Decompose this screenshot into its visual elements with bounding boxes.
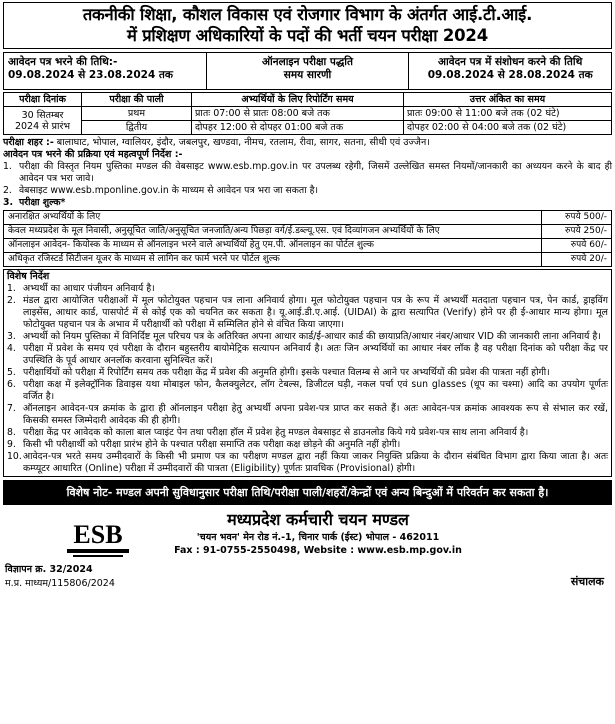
- instruction-item: [7, 427, 608, 439]
- org-address: 'चयन भवन' मेन रोड नं.-1, चिनार पार्क (ईस्ट) भोपाल - 462011: [196, 532, 440, 543]
- fee-label: ऑनलाइन आवेदन- कियोस्क के माध्यम से ऑनलाइन भरने वाले अभ्यर्थियों हेतु एम.पी. ऑनलाइन का पोर्टल शुल्क: [4, 239, 542, 253]
- fee-amount: रुपये 60/-: [542, 239, 612, 253]
- process-heading: आवेदन पत्र भरने की प्रक्रिया एवं महत्वपूर्ण निर्देश :-: [3, 149, 183, 160]
- instruction-number: 4.: [7, 343, 16, 354]
- instruction-text: अभ्यर्थी को नियम पुस्तिका में विनिर्दिष्ट मूल परिचय पत्र के अतिरिक्त अपना आधार कार्ड/ई-आधार कार्ड की छायाप्रति/आधार नंबर/आधार VID की जानकारी लाना अनिवार्य है।: [23, 331, 601, 342]
- instruction-number: 3.: [7, 331, 16, 342]
- logo-text: ESB: [73, 520, 123, 549]
- exam-cities: [3, 137, 612, 149]
- schedule-header-row: [4, 93, 612, 107]
- process-item: [3, 197, 612, 209]
- application-date-cell: [3, 52, 207, 90]
- reporting-cell: प्रातः 07:00 से प्रातः 08:00 बजे तक: [192, 107, 404, 121]
- instruction-number: 2.: [7, 295, 16, 306]
- exam-cities-text: बालाघाट, भोपाल, ग्वालियर, इंदौर, जबलपुर, खण्डवा, नीमच, रतलाम, रीवा, सागर, सतना, सीधी एवं उज्जैन।: [56, 137, 430, 148]
- instruction-text: परीक्षा कक्ष में इलेक्ट्रॉनिक डिवाइस यथा मोबाइल फोन, कैलक्युलेटर, लॉग टेबल्स, डिजीटल घड़ी, नकल पर्चा एवं sun glasses (धूप का चश्मा) आदि का उपयोग पूर्णतः वर्जित है।: [23, 379, 608, 402]
- process-item-number: 1.: [3, 161, 12, 172]
- special-note: विशेष नोट- मण्डल अपनी सुविधानुसार परीक्षा तिथि/परीक्षा पाली/शहरों/केन्द्रों एवं अन्य बिन्दुओं में परिवर्तन कर सकता है।: [3, 480, 612, 505]
- reporting-cell: दोपहर 12:00 से दोपहर 01:00 बजे तक: [192, 121, 404, 135]
- exam-date-line-2: 2024 से प्रारंभ: [14, 120, 71, 132]
- fee-row: [4, 225, 612, 239]
- instruction-item: [7, 379, 608, 403]
- instruction-text: मंडल द्वारा आयोजित परीक्षाओं में मूल फोटोयुक्त पहचान पत्र लाना अनिवार्य होगा। मूल फोटोयुक्त पहचान पत्र के रूप में अभ्यर्थी मतदाता पहचान पत्र, पेन कार्ड, ड्राइविंग लाइसेंस, आधार कार्ड, पासपोर्ट में से कोई एक को चयनित कर सकता है। यू.आई.डी.ए.आई. (UIDAI) के द्वारा सत्यापित (Verify) होने पर ही ई-आधार मान्य होगा। मूल फोटोयुक्त पहचान पत्र के अभाव में परीक्षार्थी को परीक्षा में सम्मिलित होने से वंचित किया जाएगा।: [23, 295, 608, 330]
- schedule-header-date: परीक्षा दिनांक: [4, 93, 82, 107]
- instruction-number: 8.: [7, 427, 16, 438]
- instruction-item: [7, 367, 608, 379]
- answer-time-cell: प्रातः 09:00 से 11:00 बजे तक (02 घंटे): [404, 107, 612, 121]
- special-instructions-heading: विशेष निर्देश: [7, 271, 50, 282]
- instruction-item: [7, 343, 608, 367]
- instruction-item: [7, 331, 608, 343]
- fee-table: [3, 210, 612, 267]
- signatory: संचालक: [570, 575, 604, 588]
- schedule-row: [4, 107, 612, 121]
- org-name: मध्यप्रदेश कर्मचारी चयन मण्डल: [227, 510, 409, 529]
- instruction-number: 5.: [7, 367, 16, 378]
- exam-date-line-1: 30 सितम्बर: [21, 109, 64, 121]
- correction-date-cell: [409, 52, 612, 90]
- exam-method-cell: [207, 52, 410, 90]
- schedule-header-shift: परीक्षा की पाली: [82, 93, 192, 107]
- shift-cell: द्वितीय: [82, 121, 192, 135]
- esb-logo-icon: [63, 513, 133, 561]
- instruction-number: 7.: [7, 403, 16, 414]
- instruction-text: परीक्षार्थियों को परीक्षा में रिपोर्टिंग समय तक परीक्षा केंद्र में प्रवेश की अनुमति होगी। इसके पश्चात विलम्ब से आने पर अभ्यर्थियों की प्रवेश की पात्रता नहीं होगी।: [23, 367, 550, 378]
- mp-madhyam-number: म.प्र. माध्यम/115806/2024: [5, 578, 115, 589]
- advertisement-page: [3, 2, 612, 722]
- instruction-text: परीक्षा में प्रवेश के समय एवं परीक्षा के दौरान बहुस्तरीय बायोमेट्रिक सत्यापन अनिवार्य है। अतः जिन अभ्यर्थियों का आधार नंबर लॉक है वह परीक्षा दिनांक को परीक्षा केंद्र पर उपस्थिति के पूर्व आधार अनलॉक करवाना सुनिश्चित करें।: [23, 343, 608, 366]
- application-date-label: आवेदन पत्र भरने की तिथि:-: [8, 56, 118, 68]
- schedule-header-reporting: अभ्यर्थियों के लिए रिपोर्टिंग समय: [192, 93, 404, 107]
- application-dates: 09.08.2024 से 23.08.2024 तक: [8, 69, 173, 81]
- process-item-number: 3.: [3, 197, 14, 208]
- advertisement-number: विज्ञापन क्र. 32/2024: [5, 564, 93, 575]
- exam-cities-label: परीक्षा शहर :-: [3, 137, 54, 148]
- exam-method-line-1: ऑनलाइन परीक्षा पद्धति: [262, 56, 353, 68]
- fee-amount: रुपये 250/-: [542, 225, 612, 239]
- schedule-table: [3, 92, 612, 135]
- process-item-text: परीक्षा की विस्तृत नियम पुस्तिका मण्डल की वेबसाइट www.esb.mp.gov.in पर उपलब्ध रहेगी, जिसमें उल्लेखित समस्त नियमों/जानकारी का अध्ययन करने के बाद ही आवेदन पत्र भरा जावे।: [19, 161, 612, 184]
- process-item: [3, 185, 612, 197]
- fee-row: [4, 239, 612, 253]
- schedule-header-answer: उत्तर अंकित का समय: [404, 93, 612, 107]
- special-instructions: [3, 269, 612, 477]
- title-line-1: तकनीकी शिक्षा, कौशल विकास एवं रोजगार विभाग के अंतर्गत आई.टी.आई.: [82, 5, 533, 24]
- process-item: [3, 161, 612, 185]
- instruction-text: अभ्यर्थी का आधार पंजीयन अनिवार्य है।: [23, 283, 155, 294]
- org-contact: Fax : 91-0755-2550498, Website : www.esb.mp.gov.in: [174, 545, 462, 556]
- correction-dates: 09.08.2024 से 28.08.2024 तक: [427, 69, 593, 81]
- answer-time-cell: दोपहर 02:00 से 04:00 बजे तक (02 घंटे): [404, 121, 612, 135]
- instruction-text: परीक्षा केंद्र पर आवेदक को काला बाल प्वाइंट पेन तथा परीक्षा हॉल में प्रवेश हेतु मण्डल वेबसाइट से डाउनलोड किये गये प्रवेश-पत्र साथ लाना अनिवार्य है।: [23, 427, 529, 438]
- footer: [3, 509, 612, 589]
- instruction-text: किसी भी परीक्षार्थी को परीक्षा प्रारंभ होने के पश्चात परीक्षा समाप्ति तक परीक्षा कक्ष छोड़ने की अनुमति नहीं होगी।: [23, 439, 401, 450]
- instruction-item: [7, 283, 608, 295]
- fee-row: [4, 211, 612, 225]
- title-box: [3, 2, 612, 49]
- fee-label: केवल मध्यप्रदेश के मूल निवासी, अनुसूचित जाति/अनुसूचित जनजाति/अन्य पिछड़ा वर्ग/ई.डब्ल्यू.एस. एवं दिव्यांगजन अभ्यर्थियों के लिए: [4, 225, 542, 239]
- instruction-item: [7, 451, 608, 475]
- instruction-text: आवेदन-पत्र भरते समय उम्मीदवारों के किसी भी प्रमाण पत्र का परीक्षण मण्डल द्वारा नहीं किया जाकर नियुक्ति प्रक्रिया के दौरान संबंधित विभाग द्वारा किया जाता है। अतः कम्प्यूटर आधारित (Online) परीक्षा में उम्मीदवारों की पात्रता (Eligibility) पूर्णतः प्रावधिक (Provisional) होगी।: [23, 451, 608, 474]
- org-block: [153, 509, 483, 558]
- info-row: [3, 52, 612, 90]
- correction-date-label: आवेदन पत्र में संशोधन करने की तिथि: [438, 56, 583, 68]
- process-item-text: वेबसाइट www.esb.mponline.gov.in के माध्यम से आवेदन पत्र भरा जा सकता है।: [19, 185, 319, 196]
- shift-cell: प्रथम: [82, 107, 192, 121]
- schedule-row: [4, 121, 612, 135]
- instruction-text: ऑनलाइन आवेदन-पत्र क्रमांक के द्वारा ही ऑनलाइन परीक्षा हेतु अभ्यर्थी अपना प्रवेश-पत्र प्राप्त कर सकते हैं। अतः आवेदन-पत्र क्रमांक आवश्यक रूप से संभाल कर रखें, किसकी समस्त जिम्मेदारी आवेदक की ही होगी।: [23, 403, 608, 426]
- title-line-2: में प्रशिक्षण अधिकारियों के पदों की भर्ती चयन परीक्षा 2024: [127, 26, 488, 45]
- exam-date-cell: [4, 107, 82, 135]
- fee-amount: रुपये 500/-: [542, 211, 612, 225]
- instruction-number: 6.: [7, 379, 16, 390]
- instruction-item: [7, 439, 608, 451]
- exam-method-line-2: समय सारणी: [283, 69, 332, 81]
- instruction-item: [7, 403, 608, 427]
- instruction-number: 9.: [7, 439, 16, 450]
- fee-label: अधिकृत रजिस्टर्ड सिटीजन यूजर के माध्यम से लागिन कर फार्म भरने पर पोर्टल शुल्क: [4, 253, 542, 267]
- instruction-number: 1.: [7, 283, 16, 294]
- process-item-text: परीक्षा शुल्क*: [19, 197, 66, 208]
- fee-label: अनारक्षित अभ्यर्थियों के लिए: [4, 211, 542, 225]
- instruction-item: [7, 295, 608, 331]
- instruction-number: 10.: [7, 451, 22, 462]
- fee-amount: रुपये 20/-: [542, 253, 612, 267]
- process-item-number: 2.: [3, 185, 12, 196]
- fee-row: [4, 253, 612, 267]
